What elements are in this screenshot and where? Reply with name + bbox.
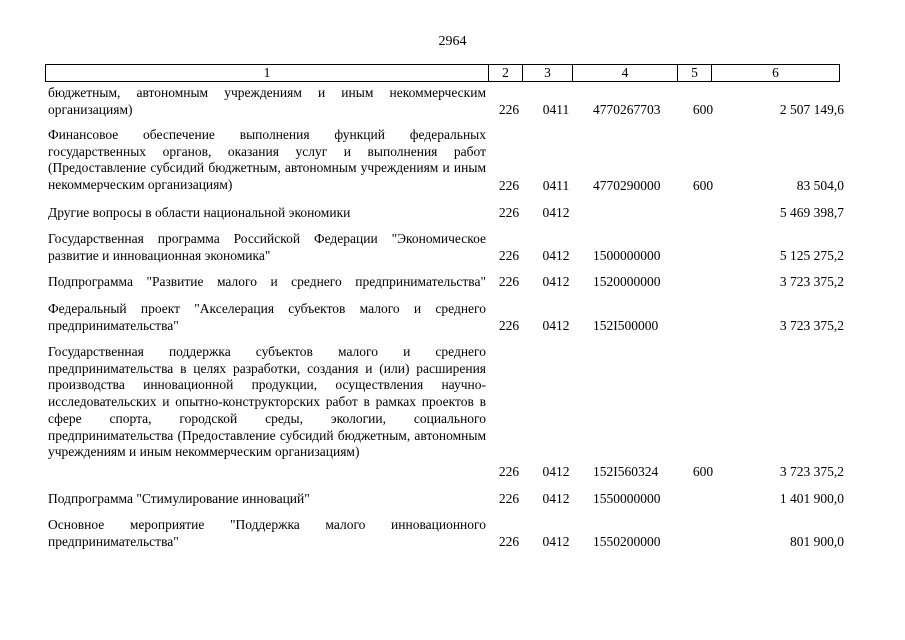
row-code-3: 0412 bbox=[542, 205, 570, 220]
row-code-5: 600 bbox=[692, 464, 714, 479]
row-code-2: 226 bbox=[498, 534, 520, 549]
row-code-4: 4770290000 bbox=[593, 178, 661, 193]
row-description: бюджетным, автономным учреждениям и иным некоммерческим организациям) bbox=[48, 85, 486, 117]
column-header-1: 1 bbox=[46, 65, 489, 82]
row-amount: 2 507 149,6 bbox=[779, 102, 844, 117]
column-header-5: 5 bbox=[678, 65, 712, 82]
row-amount: 5 125 275,2 bbox=[779, 248, 844, 263]
column-header-2: 2 bbox=[489, 65, 523, 82]
row-code-3: 0412 bbox=[542, 464, 570, 479]
row-code-4: 1500000000 bbox=[593, 248, 661, 263]
row-description: Другие вопросы в области национальной экономики bbox=[48, 205, 351, 220]
row-code-4: 152I560324 bbox=[593, 464, 659, 479]
row-code-2: 226 bbox=[498, 274, 520, 289]
row-description: Финансовое обеспечение выполнения функций федеральных государственных органов, оказания услуг и выполнения работ (Предоставление субсидий бюджетным, автономным учреждениям и иным некоммерческим организациям) bbox=[48, 127, 486, 193]
row-code-3: 0412 bbox=[542, 318, 570, 333]
row-amount: 3 723 375,2 bbox=[779, 318, 844, 333]
row-code-5: 600 bbox=[692, 102, 714, 117]
row-amount: 3 723 375,2 bbox=[779, 464, 844, 479]
row-code-2: 226 bbox=[498, 205, 520, 220]
row-code-2: 226 bbox=[498, 491, 520, 506]
column-header-4: 4 bbox=[573, 65, 678, 82]
row-description: Государственная программа Российской Федерации "Экономическое развитие и инновационная экономика" bbox=[48, 231, 486, 263]
row-code-4: 152I500000 bbox=[593, 318, 659, 333]
row-code-4: 1550200000 bbox=[593, 534, 661, 549]
row-code-3: 0412 bbox=[542, 491, 570, 506]
page-number: 2964 bbox=[438, 34, 467, 49]
row-code-2: 226 bbox=[498, 248, 520, 263]
row-code-3: 0412 bbox=[542, 248, 570, 263]
row-code-4: 4770267703 bbox=[593, 102, 661, 117]
row-amount: 5 469 398,7 bbox=[779, 205, 844, 220]
row-code-5: 600 bbox=[692, 178, 714, 193]
row-description: Подпрограмма "Развитие малого и среднего предпринимательства" bbox=[48, 274, 486, 289]
column-header-3: 3 bbox=[523, 65, 573, 82]
row-amount: 3 723 375,2 bbox=[779, 274, 844, 289]
row-code-4: 1550000000 bbox=[593, 491, 661, 506]
row-code-3: 0411 bbox=[542, 102, 570, 117]
row-amount: 1 401 900,0 bbox=[779, 491, 844, 506]
row-description: Федеральный проект "Акселерация субъектов малого и среднего предпринимательства" bbox=[48, 301, 486, 333]
column-header-row bbox=[45, 64, 840, 82]
row-code-3: 0411 bbox=[542, 178, 570, 193]
row-code-3: 0412 bbox=[542, 534, 570, 549]
row-code-3: 0412 bbox=[542, 274, 570, 289]
row-code-2: 226 bbox=[498, 464, 520, 479]
column-header-6: 6 bbox=[712, 65, 840, 82]
row-code-2: 226 bbox=[498, 102, 520, 117]
row-code-2: 226 bbox=[498, 178, 520, 193]
row-code-4: 1520000000 bbox=[593, 274, 661, 289]
row-description: Государственная поддержка субъектов малого и среднего предпринимательства в целях разработки, создания и (или) расширения производства инновационной продукции, осуществления научно-исследовательских и опытно-конструкторских работ в рамках проектов в сфере спорта, городской среды, экологии, социального предпринимательства (Предоставление субсидий бюджетным, автономным учреждениям и иным некоммерческим организациям) bbox=[48, 344, 486, 460]
row-description: Подпрограмма "Стимулирование инноваций" bbox=[48, 491, 310, 506]
row-amount: 83 504,0 bbox=[796, 178, 844, 193]
row-description: Основное мероприятие "Поддержка малого инновационного предпринимательства" bbox=[48, 517, 486, 549]
row-code-2: 226 bbox=[498, 318, 520, 333]
row-amount: 801 900,0 bbox=[790, 534, 844, 549]
